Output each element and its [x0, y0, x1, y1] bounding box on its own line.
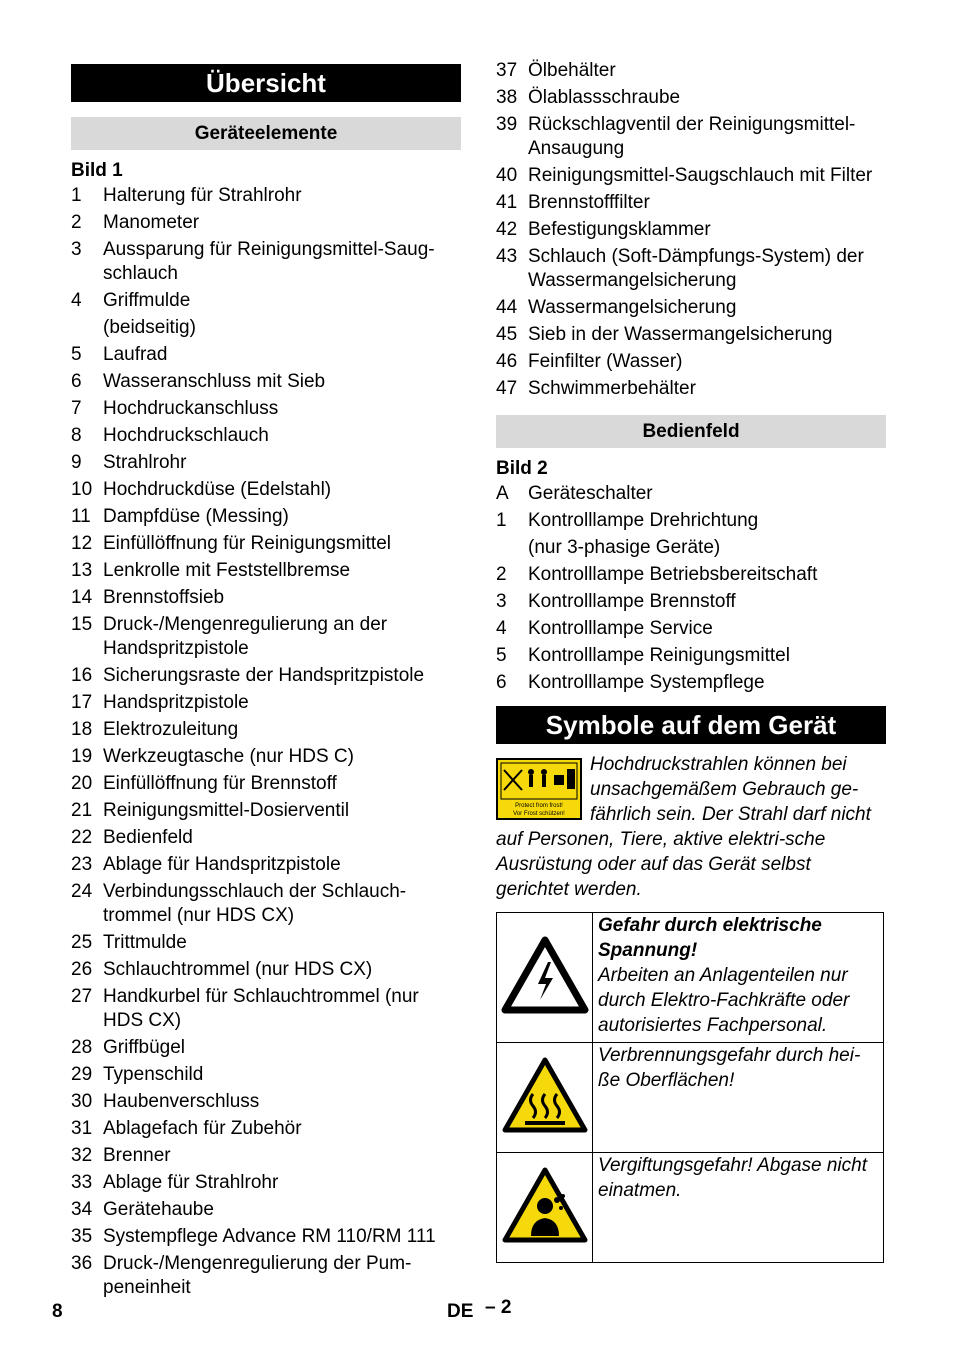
list-item — [71, 931, 461, 955]
list-item-number: 4 — [496, 618, 507, 639]
list-item — [71, 1090, 461, 1114]
list-item — [71, 958, 461, 982]
list-item — [71, 772, 461, 796]
list-item-number: 19 — [71, 746, 93, 767]
list-item-text: Typenschild — [103, 1064, 204, 1085]
list-item — [496, 377, 888, 401]
list-item — [71, 532, 461, 556]
list-item-number: 5 — [496, 645, 507, 666]
figure-2-label: Bild 2 — [496, 458, 548, 479]
list-item-text: Handkurbel für Schlauchtrommel (nur HDS CX) — [103, 986, 419, 1031]
list-item — [71, 343, 461, 367]
symbol-text: Vergiftungsgefahr! Abgase nicht einatmen. — [598, 1155, 867, 1201]
list-item-number: 26 — [71, 959, 93, 980]
list-item — [71, 559, 461, 583]
list-item-number: 27 — [71, 986, 93, 1007]
list-item-number: 4 — [71, 290, 82, 311]
list-item-text: Gerätehaube — [103, 1199, 214, 1220]
list-item-number: 12 — [71, 533, 93, 554]
electric-hazard-icon — [501, 936, 589, 1014]
list-item-text: Manometer — [103, 212, 200, 233]
list-item — [496, 296, 888, 320]
list-item — [71, 184, 461, 208]
list-item-number: 9 — [71, 452, 82, 473]
list-item-number: 34 — [71, 1199, 93, 1220]
list-item — [496, 590, 886, 614]
list-item-number: 3 — [71, 239, 82, 260]
list-item — [71, 880, 461, 928]
list-item-text: Kontrolllampe Reinigungsmittel — [528, 645, 790, 666]
list-item — [496, 218, 888, 242]
list-item-text: Kontrolllampe Betriebsbereitschaft — [528, 564, 818, 585]
list-item — [496, 671, 886, 695]
list-item-text: Kontrolllampe Drehrichtung — [528, 510, 759, 531]
list-item-number: 33 — [71, 1172, 93, 1193]
list-item-number: 29 — [71, 1064, 93, 1085]
list-item — [496, 191, 888, 215]
list-item — [71, 211, 461, 235]
list-item — [496, 59, 888, 83]
list-item-text: Hochdruckschlauch — [103, 425, 269, 446]
list-item-text: Verbindungsschlauch der Schlauch-trommel (nur HDS CX) — [103, 881, 407, 926]
list-item-number: 38 — [496, 87, 518, 108]
list-item — [496, 245, 888, 293]
list-item-number: 22 — [71, 827, 93, 848]
control-panel-list — [496, 482, 886, 698]
list-item-text: Haubenverschluss — [103, 1091, 260, 1112]
list-item-text: Reinigungsmittel-Dosierventil — [103, 800, 350, 821]
list-item-number — [71, 316, 103, 340]
device-elements-list — [71, 184, 461, 1303]
list-item-number: 7 — [71, 398, 82, 419]
list-item-text: Trittmulde — [103, 932, 187, 953]
list-item-text: Geräteschalter — [528, 483, 653, 504]
list-item-number: 14 — [71, 587, 93, 608]
list-item-text: Brenner — [103, 1145, 171, 1166]
list-item — [71, 238, 461, 286]
list-item — [71, 1171, 461, 1195]
list-item — [71, 370, 461, 394]
overview-heading: Übersicht — [71, 64, 461, 102]
list-item-text: Ablage für Handspritzpistole — [103, 854, 341, 875]
list-item-number: 35 — [71, 1226, 93, 1247]
list-item — [71, 853, 461, 877]
page-number: 8 — [52, 1301, 63, 1322]
list-item-text: Einfüllöffnung für Reinigungsmittel — [103, 533, 391, 554]
list-item-number: 1 — [496, 510, 507, 531]
toxic-gas-icon — [501, 1166, 589, 1244]
control-panel-heading: Bedienfeld — [496, 415, 886, 448]
list-item-number: 30 — [71, 1091, 93, 1112]
list-item-number: 25 — [71, 932, 93, 953]
list-item — [71, 613, 461, 661]
list-item-text: Hochdruckdüse (Edelstahl) — [103, 479, 332, 500]
list-item-number: 17 — [71, 692, 93, 713]
list-item-text: Rückschlagventil der Reinigungsmittel-Ansaugung — [528, 114, 856, 159]
list-item-text: Brennstoffsieb — [103, 587, 225, 608]
list-item-number: 47 — [496, 378, 518, 399]
list-item-number: 41 — [496, 192, 518, 213]
list-item-text: Schlauch (Soft-Dämpfungs-System) der Wassermangelsicherung — [528, 246, 864, 291]
symbol-text: Arbeiten an Anlagenteilen nur durch Elektro-Fachkräfte oder autorisiertes Fachpersonal. — [598, 965, 850, 1036]
label-text-2: Vor Frost schützen! — [513, 811, 565, 817]
list-item-text: Kontrolllampe Systempflege — [528, 672, 765, 693]
list-item — [71, 451, 461, 475]
list-item — [496, 617, 886, 641]
list-item — [71, 586, 461, 610]
list-item — [71, 289, 461, 313]
list-item-text: Brennstofffilter — [528, 192, 650, 213]
list-item — [71, 505, 461, 529]
list-item-text: Elektrozuleitung — [103, 719, 239, 740]
section-page-number: – 2 — [485, 1297, 512, 1318]
list-item — [496, 644, 886, 668]
list-item-number: 16 — [71, 665, 93, 686]
list-item-number: 31 — [71, 1118, 93, 1139]
list-item-number — [496, 536, 528, 560]
list-item-text: Lenkrolle mit Feststellbremse — [103, 560, 351, 581]
list-item-number: 1 — [71, 185, 82, 206]
symbol-row — [497, 1043, 884, 1153]
list-item-number: 2 — [71, 212, 82, 233]
list-item — [71, 478, 461, 502]
list-item-text: Druck-/Mengenregulierung der Pum-peneinheit — [103, 1253, 412, 1298]
list-item — [496, 323, 888, 347]
list-item-text: Bedienfeld — [103, 827, 193, 848]
list-item-number: 37 — [496, 60, 518, 81]
symbol-text: Verbrennungsgefahr durch hei-ße Oberflächen! — [598, 1045, 861, 1091]
list-item-number: 21 — [71, 800, 93, 821]
list-item-number: 6 — [496, 672, 507, 693]
device-elements-list-continued — [496, 59, 888, 404]
list-item-text: Halterung für Strahlrohr — [103, 185, 302, 206]
list-item-number: 10 — [71, 479, 93, 500]
high-pressure-label-icon — [496, 758, 582, 820]
list-item-text: Laufrad — [103, 344, 168, 365]
list-item — [496, 482, 886, 506]
list-item-number: 39 — [496, 114, 518, 135]
list-item-text: Werkzeugtasche (nur HDS C) — [103, 746, 354, 767]
list-item — [496, 86, 888, 110]
list-item — [71, 1117, 461, 1141]
symbol-row — [497, 1153, 884, 1263]
list-item-number: 13 — [71, 560, 93, 581]
list-item-text: (beidseitig) — [103, 317, 196, 338]
list-item — [71, 799, 461, 823]
list-item-text: Ölablassschraube — [528, 87, 681, 108]
list-item-text: Wassermangelsicherung — [528, 297, 737, 318]
list-item — [71, 691, 461, 715]
list-item — [71, 316, 461, 340]
high-pressure-warning — [496, 752, 886, 902]
list-item — [71, 826, 461, 850]
list-item-text: Einfüllöffnung für Brennstoff — [103, 773, 337, 794]
list-item-text: Kontrolllampe Brennstoff — [528, 591, 736, 612]
symbol-title: Gefahr durch elektrische Spannung! — [598, 915, 822, 961]
list-item-text: Kontrolllampe Service — [528, 618, 713, 639]
symbols-table — [496, 912, 884, 1263]
list-item-text: Reinigungsmittel-Saugschlauch mit Filter — [528, 165, 873, 186]
list-item-number: 2 — [496, 564, 507, 585]
list-item-text: Dampfdüse (Messing) — [103, 506, 289, 527]
list-item-number: 5 — [71, 344, 82, 365]
list-item-text: Schwimmerbehälter — [528, 378, 696, 399]
label-text-1: Protect from frost! — [515, 803, 563, 809]
language-code: DE — [447, 1301, 474, 1322]
list-item-text: Strahlrohr — [103, 452, 187, 473]
symbols-heading: Symbole auf dem Gerät — [496, 706, 886, 744]
list-item-number: 40 — [496, 165, 518, 186]
list-item-number: 24 — [71, 881, 93, 902]
list-item-text: Systempflege Advance RM 110/RM 111 — [103, 1226, 436, 1247]
list-item — [496, 164, 888, 188]
list-item — [496, 536, 886, 560]
list-item-text: Druck-/Mengenregulierung an der Handspritzpistole — [103, 614, 388, 659]
list-item-number: 46 — [496, 351, 518, 372]
list-item — [496, 113, 888, 161]
list-item-text: Sieb in der Wassermangelsicherung — [528, 324, 833, 345]
list-item — [71, 424, 461, 448]
high-pressure-warning-text: Hochdruckstrahlen können bei unsachgemäßem Gebrauch ge-fährlich sein. Der Strahl darf nicht auf Personen, Tiere, aktive elektri-sche Ausrüstung oder auf das Gerät selbst gerichtet werden. — [496, 754, 871, 900]
list-item-number: 28 — [71, 1037, 93, 1058]
hot-surface-icon — [501, 1056, 589, 1134]
list-item-number: 42 — [496, 219, 518, 240]
list-item-number: 36 — [71, 1253, 93, 1274]
list-item-number: 32 — [71, 1145, 93, 1166]
list-item-text: Ablage für Strahlrohr — [103, 1172, 279, 1193]
list-item-text: Handspritzpistole — [103, 692, 249, 713]
list-item-text: Feinfilter (Wasser) — [528, 351, 683, 372]
list-item-text: Wasseranschluss mit Sieb — [103, 371, 326, 392]
list-item — [71, 1036, 461, 1060]
list-item-text: Hochdruckanschluss — [103, 398, 279, 419]
list-item — [71, 1198, 461, 1222]
list-item — [71, 1252, 461, 1300]
list-item-text: Sicherungsraste der Handspritzpistole — [103, 665, 425, 686]
list-item — [496, 509, 886, 533]
list-item — [71, 664, 461, 688]
list-item-text: Schlauchtrommel (nur HDS CX) — [103, 959, 373, 980]
list-item-number: A — [496, 483, 509, 504]
list-item — [71, 985, 461, 1033]
list-item — [71, 1063, 461, 1087]
list-item-text: (nur 3-phasige Geräte) — [528, 537, 721, 558]
list-item-number: 3 — [496, 591, 507, 612]
list-item-text: Befestigungsklammer — [528, 219, 711, 240]
list-item-text: Griffbügel — [103, 1037, 186, 1058]
list-item — [71, 718, 461, 742]
list-item-text: Ölbehälter — [528, 60, 616, 81]
list-item-text: Griffmulde — [103, 290, 191, 311]
list-item-number: 11 — [71, 506, 91, 527]
figure-1-label: Bild 1 — [71, 160, 123, 181]
list-item-number: 8 — [71, 425, 82, 446]
list-item — [71, 1144, 461, 1168]
list-item-text: Ablagefach für Zubehör — [103, 1118, 302, 1139]
list-item-text: Aussparung für Reinigungsmittel-Saug-schlauch — [103, 239, 435, 284]
list-item-number: 20 — [71, 773, 93, 794]
device-elements-heading: Geräteelemente — [71, 117, 461, 150]
list-item-number: 43 — [496, 246, 518, 267]
list-item-number: 18 — [71, 719, 93, 740]
list-item — [71, 745, 461, 769]
list-item-number: 23 — [71, 854, 93, 875]
list-item-number: 6 — [71, 371, 82, 392]
symbol-row — [497, 913, 884, 1043]
list-item — [71, 397, 461, 421]
list-item-number: 15 — [71, 614, 93, 635]
list-item — [496, 350, 888, 374]
list-item-number: 45 — [496, 324, 518, 345]
list-item — [496, 563, 886, 587]
list-item-number: 44 — [496, 297, 518, 318]
list-item — [71, 1225, 461, 1249]
